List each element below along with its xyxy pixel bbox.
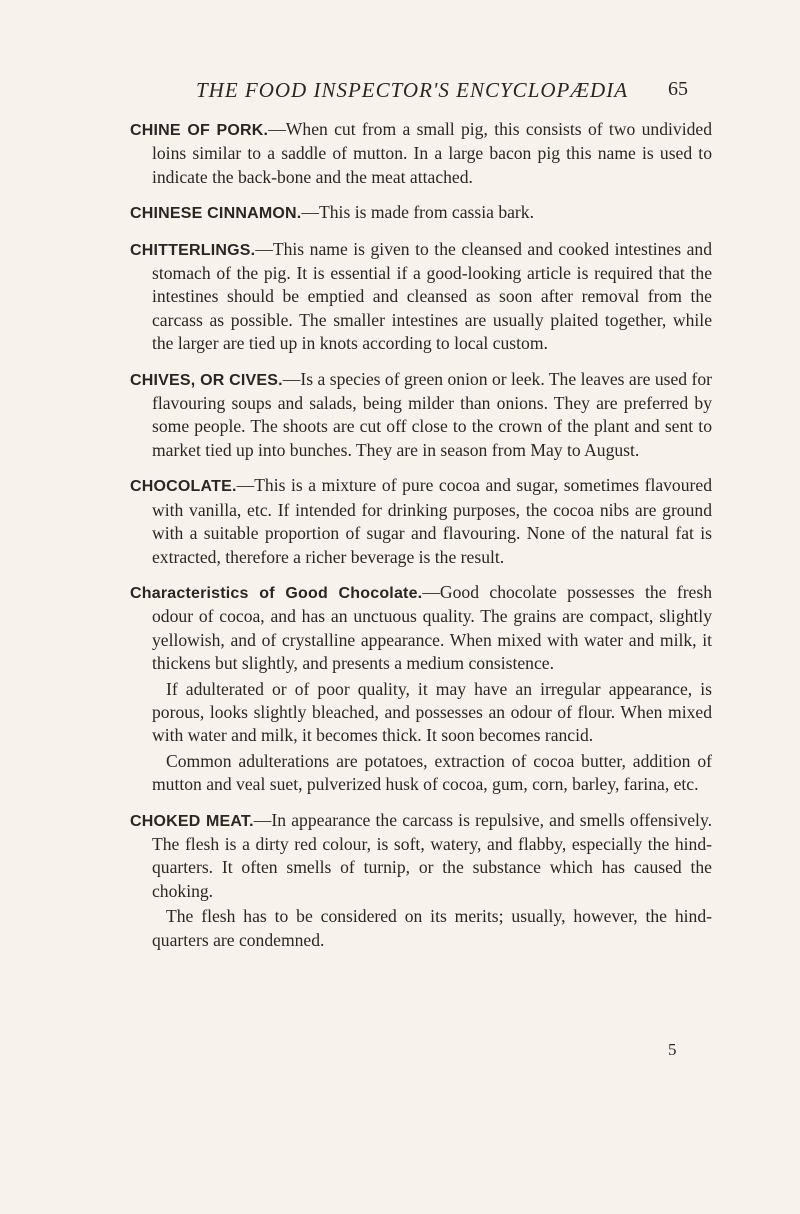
choked-meat-paragraph-1 (130, 809, 712, 904)
entry-heading: CHINESE CINNAMON. (130, 205, 302, 223)
entry-heading: CHIVES, OR CIVES. (130, 371, 283, 389)
characteristics-paragraph-1 (130, 581, 712, 676)
entry-text: —Is a species of green onion or leek. The leaves are used for flavouring soups and salads, being milder than onions. They are preferred by some people. The shoots are cut off close to the crown of the plant and sent to market tied up into bunches. They are in season from May to August. (152, 368, 712, 460)
page-body (130, 118, 712, 964)
entry-chinese-cinnamon (130, 201, 712, 225)
choked-meat-heading: CHOKED MEAT. (130, 812, 254, 830)
entry-heading: CHITTERLINGS. (130, 241, 256, 259)
entry-chives (130, 368, 712, 463)
entry-chocolate (130, 474, 712, 569)
paragraph-text: —Good chocolate possesses the fresh odour of cocoa, and has an unctuous quality. The grains are compact, slightly yellowish, and of crystalline appearance. When mixed with water and milk, it thickens but slightly, and presents a medium consistence. (152, 581, 712, 674)
characteristics-paragraph-3: Common adulterations are potatoes, extraction of cocoa butter, addition of mutton and veal suet, pulverized husk of cocoa, gum, corn, barley, farina, etc. (152, 750, 712, 795)
entry-text: —This is a mixture of pure cocoa and sugar, sometimes flavoured with vanilla, etc. If intended for drinking purposes, the cocoa nibs are ground with a suitable proportion of sugar and flavouring. None of the natural fat is extracted, therefore a richer beverage is the result. (152, 475, 712, 567)
entry-chine-of-pork (130, 118, 712, 189)
characteristics-section (130, 581, 712, 797)
signature-mark: 5 (668, 1040, 677, 1059)
page-number: 65 (668, 78, 688, 100)
entry-heading: CHOCOLATE. (130, 478, 237, 496)
characteristics-heading: Characteristics of Good Chocolate. (130, 584, 423, 602)
characteristics-paragraph-2: If adulterated or of poor quality, it may have an irregular appearance, is porous, looks slightly bleached, and possesses an odour of flour. When mixed with water and milk, it becomes thick. It soon becomes rancid. (152, 678, 712, 746)
choked-meat-paragraph-2: The flesh has to be considered on its merits; usually, however, the hind-quarters are condemned. (152, 906, 712, 950)
entry-text: —This name is given to the cleansed and cooked intestines and stomach of the pig. It is essential if a good-looking article is required that the intestines should be emptied and cleansed as soon after removal from the carcass as possible. The smaller intestines are usually plaited together, while the larger are tied up in knots according to local custom. (152, 238, 712, 354)
entry-heading: CHINE OF PORK. (130, 122, 269, 139)
entry-text: —This is made from cassia bark. (301, 202, 534, 223)
paragraph-text: —In appearance the carcass is repulsive, and smells offensively. The flesh is a dirty red colour, is soft, watery, and flabby, especially the hind-quarters. It often smells of turnip, or the substance which has caused the choking. (152, 809, 712, 901)
entry-text: —When cut from a small pig, this consists of two undivided loins similar to a saddle of mutton. In a large bacon pig this name is used to indicate the back-bone and the meat attached. (152, 119, 712, 187)
page-header: THE FOOD INSPECTOR'S ENCYCLOPÆDIA (195, 78, 629, 102)
choked-meat-section (130, 809, 712, 952)
entry-chitterlings (130, 238, 712, 356)
